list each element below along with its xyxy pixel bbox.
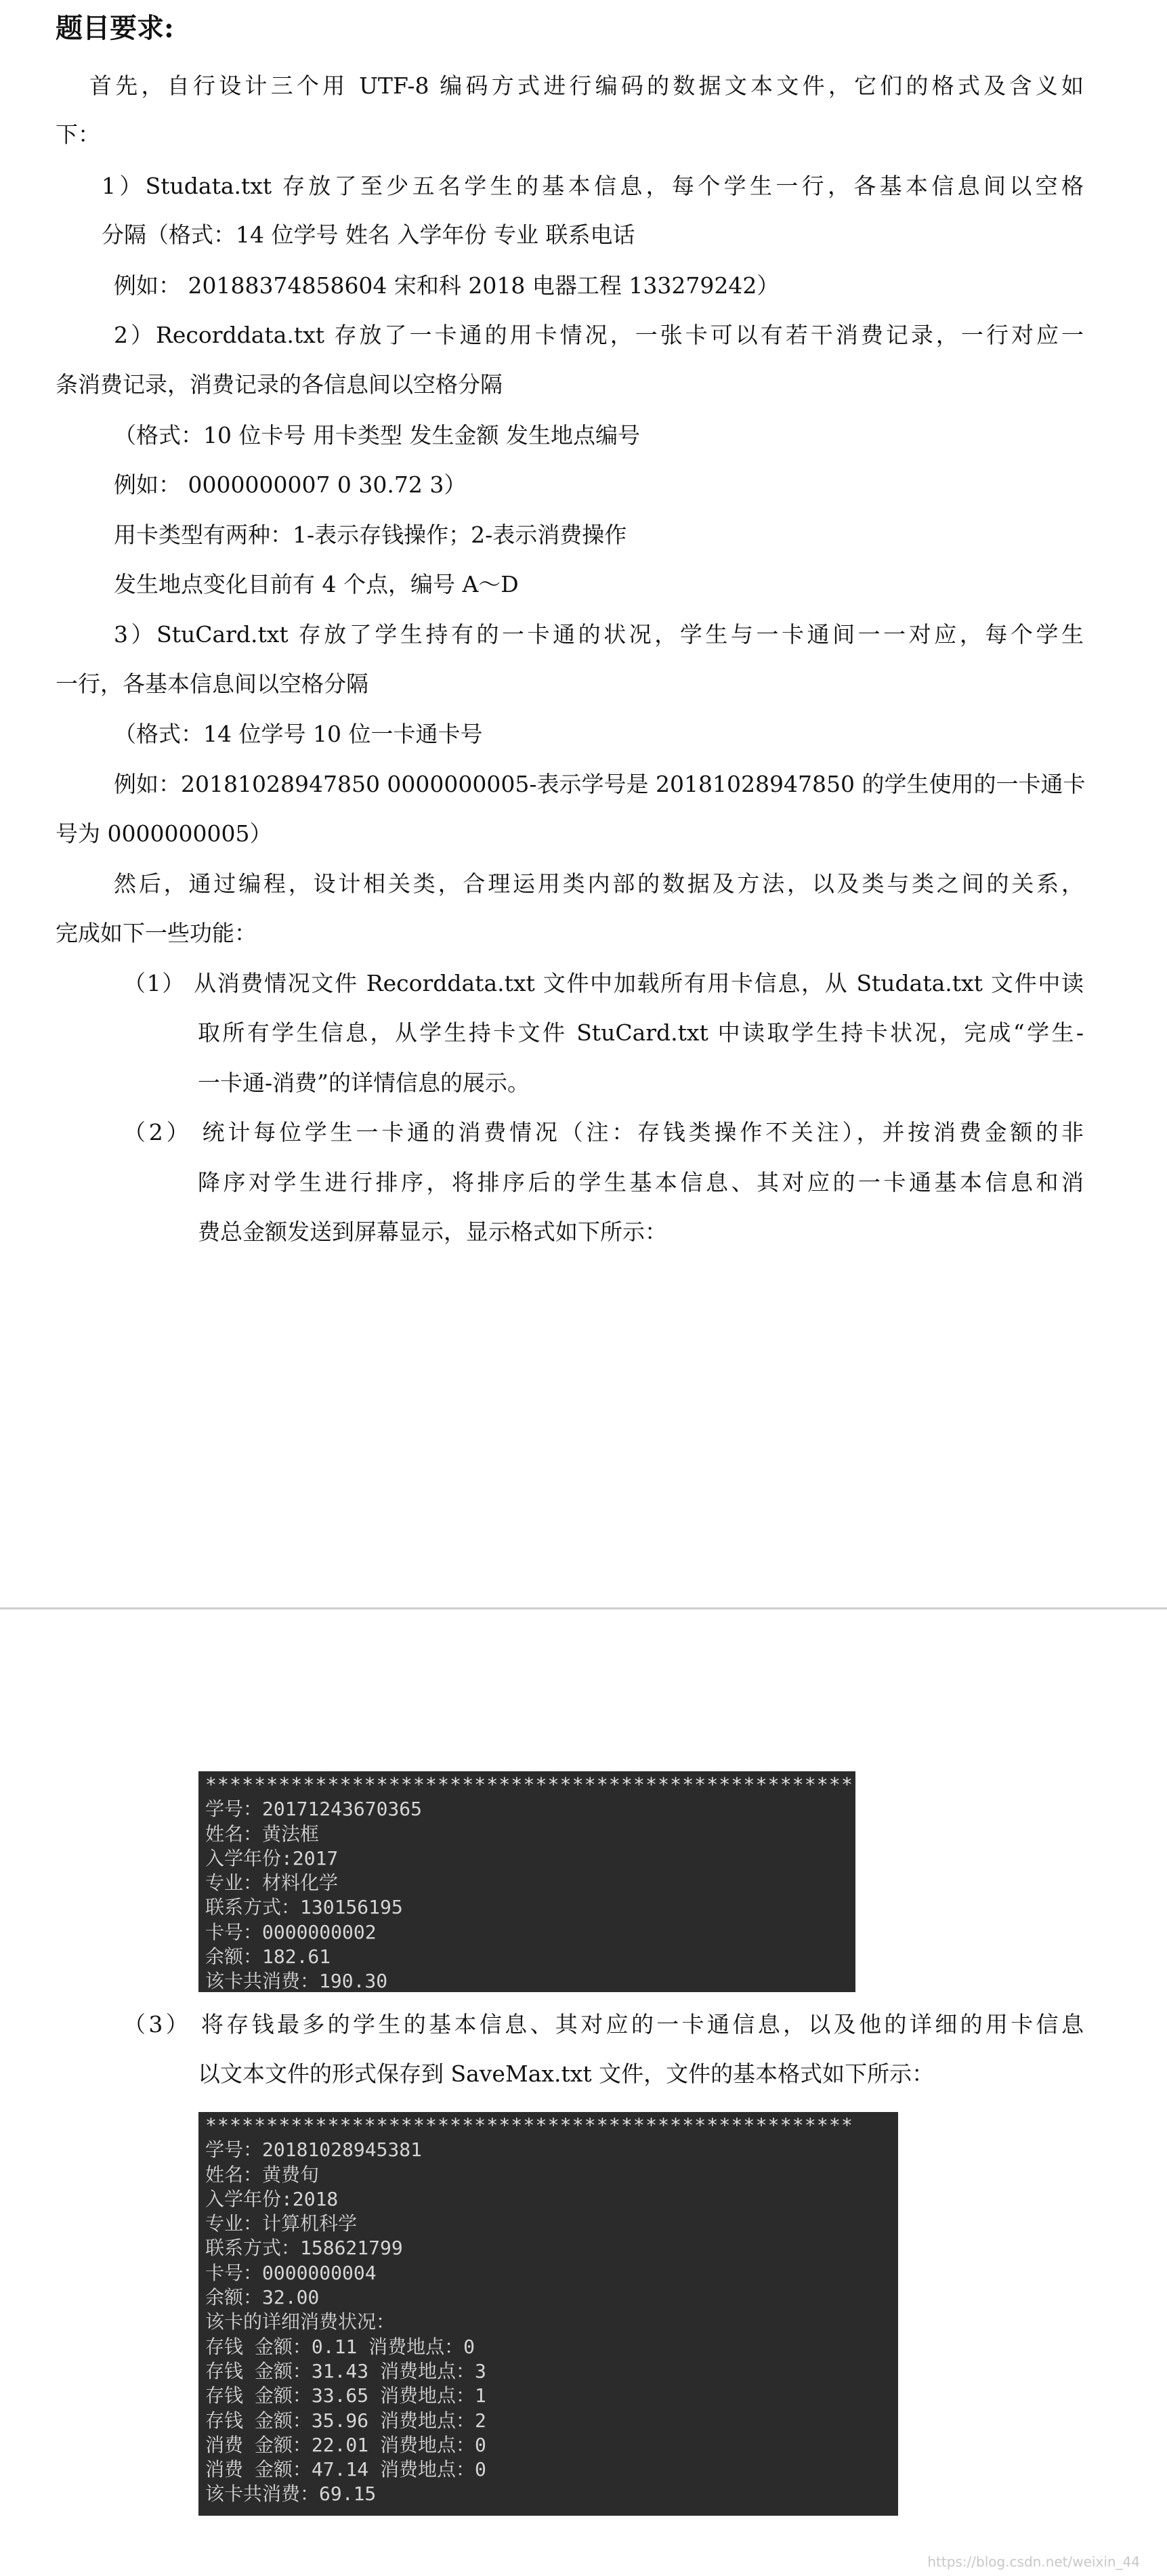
console-line: 姓名：黄费旬 [205, 2163, 320, 2186]
text-line: 1）Studata.txt 存放了至少五名学生的基本信息，每个学生一行，各基本信息间以空格 [102, 173, 1084, 199]
text-line: 分隔（格式：14 位学号 姓名 入学年份 专业 联系电话 [102, 221, 635, 248]
document-title: 题目要求: [56, 12, 174, 44]
console-line: 存钱 金额：0.11 消费地点：0 [205, 2335, 475, 2358]
text-line: （1） 从消费情况文件 Recorddata.txt 文件中加载所有用卡信息，从 Studata.txt 文件中读 [123, 970, 1084, 996]
console-line: 学号：20181028945381 [205, 2138, 423, 2161]
console-line: 联系方式：158621799 [205, 2237, 403, 2260]
text-line: （2） 统计每位学生一卡通的消费情况（注：存钱类操作不关注），并按消费金额的非 [123, 1119, 1084, 1145]
console-line: 存钱 金额：33.65 消费地点：1 [205, 2384, 486, 2407]
console-line: 联系方式：130156195 [205, 1896, 403, 1919]
console-line: 卡号：0000000004 [205, 2261, 377, 2284]
text-line: 发生地点变化目前有 4 个点，编号 A～D [114, 571, 519, 597]
console-line: 该卡共消费：69.15 [205, 2483, 377, 2506]
page-divider [0, 1607, 1167, 1609]
console-line: 姓名：黄法框 [205, 1822, 320, 1845]
text-line: 首先，自行设计三个用 UTF-8 编码方式进行编码的数据文本文件，它们的格式及含义如 [89, 72, 1084, 99]
text-line: （格式：14 位学号 10 位一卡通卡号 [114, 721, 483, 747]
text-line: （格式：10 位卡号 用卡类型 发生金额 发生地点编号 [114, 422, 640, 448]
console-line: 学号：20171243670365 [205, 1798, 423, 1821]
text-line: 例如： 20188374858604 宋和科 2018 电器工程 133279242） [114, 272, 780, 299]
console-line: 余额：32.00 [205, 2286, 320, 2309]
text-line: 费总金额发送到屏幕显示，显示格式如下所示： [198, 1219, 667, 1245]
text-line: 例如：20181028947850 0000000005-表示学号是 20181028947850 的学生使用的一卡通卡 [114, 771, 1086, 797]
console-line: 存钱 金额：35.96 消费地点：2 [205, 2409, 486, 2432]
console-line: 消费 金额：47.14 消费地点：0 [205, 2458, 486, 2481]
console-separator: ***************************************************** [205, 1773, 854, 1796]
console-line: 专业：计算机科学 [205, 2212, 358, 2235]
text-line: 然后，通过编程，设计相关类，合理运用类内部的数据及方法，以及类与类之间的关系， [114, 870, 1084, 897]
console-output-ranking [198, 1771, 855, 1992]
console-line: 入学年份:2018 [205, 2187, 339, 2210]
text-line: 例如： 0000000007 0 30.72 3） [114, 471, 467, 498]
console-line: 余额：182.61 [205, 1945, 331, 1968]
text-line: 以文本文件的形式保存到 SaveMax.txt 文件，文件的基本格式如下所示： [198, 2061, 935, 2087]
text-line: 一卡通-消费”的详情信息的展示。 [198, 1070, 530, 1096]
text-line: 2）Recorddata.txt 存放了一卡通的用卡情况，一张卡可以有若干消费记录，一行对应一 [114, 322, 1084, 348]
console-separator: ***************************************************** [205, 2114, 854, 2136]
watermark: https://blog.csdn.net/weixin_44 [927, 2554, 1140, 2570]
text-line: 取所有学生信息，从学生持卡文件 StuCard.txt 中读取学生持卡状况，完成“学生- [198, 1019, 1084, 1046]
console-line: 该卡共消费：190.30 [205, 1970, 388, 1992]
console-line: 该卡的详细消费状况： [205, 2310, 396, 2334]
text-line: 用卡类型有两种：1-表示存钱操作；2-表示消费操作 [114, 522, 627, 548]
console-line: 存钱 金额：31.43 消费地点：3 [205, 2359, 486, 2382]
text-line: 一行，各基本信息间以空格分隔 [56, 671, 368, 697]
text-line: 降序对学生进行排序，将排序后的学生基本信息、其对应的一卡通基本信息和消 [198, 1169, 1084, 1196]
text-line: 号为 0000000005） [56, 820, 272, 847]
text-line: 条消费记录，消费记录的各信息间以空格分隔 [56, 371, 503, 398]
console-output-savemax [198, 2112, 898, 2516]
console-line: 卡号：0000000002 [205, 1920, 377, 1943]
console-line: 消费 金额：22.01 消费地点：0 [205, 2433, 486, 2456]
text-line: 3）StuCard.txt 存放了学生持有的一卡通的状况，学生与一卡通间一一对应，每个学生 [114, 621, 1084, 648]
text-line: 完成如下一些功能： [56, 920, 257, 946]
text-line: （3） 将存钱最多的学生的基本信息、其对应的一卡通信息，以及他的详细的用卡信息 [123, 2011, 1084, 2037]
console-line: 入学年份:2017 [205, 1846, 339, 1870]
text-line: 下： [56, 121, 100, 148]
console-line: 专业：材料化学 [205, 1872, 339, 1895]
